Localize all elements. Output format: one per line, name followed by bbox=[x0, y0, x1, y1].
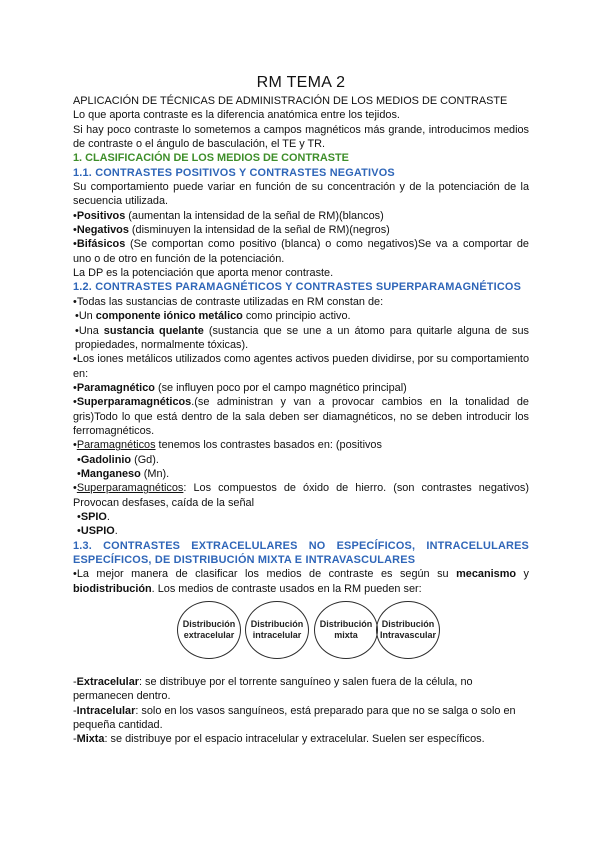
section-1-2-line-1: •Todas las sustancias de contraste utilizadas en RM constan de: bbox=[73, 295, 384, 308]
paramagneticos-line: •Paramagnéticos tenemos los contrastes basados en: (positivos bbox=[73, 439, 382, 452]
section-1-1-paragraph: Su comportamiento puede variar en función de su concentración y de la potenciación de la secuencia utilizada. bbox=[73, 181, 529, 208]
page-title: RM TEMA 2 bbox=[256, 74, 346, 91]
list-item: •USPIO. bbox=[77, 525, 118, 538]
list-item: •Bifásicos (Se comportan como positivo (blanca) o como negativos)Se va a comportar de uno o de otro en función de la potenciación. bbox=[73, 238, 529, 265]
list-item: •SPIO. bbox=[77, 510, 110, 523]
definition-mixta: -Mixta: se distribuye por el espacio intracelular y extracelular. Suelen ser específicos. bbox=[73, 733, 485, 746]
list-item: •Paramagnético (se influyen poco por el campo magnético principal) bbox=[73, 381, 407, 394]
list-item: •Una sustancia quelante (sustancia que se une a un átomo para quitarle alguna de sus propiedades, normalmente tóxicas). bbox=[75, 324, 529, 351]
oval-intravascular: Distribución Intravascular bbox=[376, 601, 440, 659]
list-item: •Negativos (disminuyen la intensidad de la señal de RM)(negros) bbox=[73, 224, 390, 237]
section-1-2-heading: 1.2. CONTRASTES PARAMAGNÉTICOS Y CONTRASTES SUPERPARAMAGNÉTICOS bbox=[73, 281, 522, 294]
term: Positivos bbox=[76, 209, 126, 222]
section-1-1-heading: 1.1. CONTRASTES POSITIVOS Y CONTRASTES NEGATIVOS bbox=[73, 166, 395, 179]
definition-extracelular: -Extracelular: se distribuye por el torrente sanguíneo y salen fuera de la célula, no permanecen dentro. bbox=[73, 676, 473, 703]
oval-extracelular: Distribución extracelular bbox=[177, 601, 241, 659]
list-item: •Superparamagnéticos.(se administran y van a provocar cambios en la tonalidad de gris)Todo lo que está dentro de la sala deben ser diamagnéticos, no se deben introducir los ferromagnéticos. bbox=[73, 396, 529, 437]
superparamagneticos-line: •Superparamagnéticos: Los compuestos de óxido de hierro. (son contrastes negativos) Provocan desfases, caída de la señal bbox=[73, 482, 529, 509]
document-page bbox=[73, 74, 529, 747]
section-1-heading: 1. CLASIFICACIÓN DE LOS MEDIOS DE CONTRASTE bbox=[73, 152, 349, 165]
bullet: • bbox=[73, 224, 77, 237]
intro-line-1: Lo que aporta contraste es la diferencia anatómica entre los tejidos. bbox=[73, 109, 400, 122]
list-item: •Manganeso (Mn). bbox=[77, 467, 170, 480]
section-1-3-paragraph: •La mejor manera de clasificar los medios de contraste es según su mecanismo y biodistribución. Los medios de contraste usados en la RM pueden ser: bbox=[73, 568, 529, 595]
list-item: •Positivos (aumentan la intensidad de la señal de RM)(blancos) bbox=[73, 209, 384, 222]
distribution-diagram bbox=[73, 601, 529, 669]
section-1-2-line-2: •Los iones metálicos utilizados como agentes activos pueden dividirse, por su comportamiento en: bbox=[73, 353, 530, 380]
intro-heading: APLICACIÓN DE TÉCNICAS DE ADMINISTRACIÓN DE LOS MEDIOS DE CONTRASTE bbox=[73, 95, 508, 107]
term: Bifásicos bbox=[76, 238, 126, 251]
section-1-3-heading: 1.3. CONTRASTES EXTRACELULARES NO ESPECÍFICOS, INTRACELULARES ESPECÍFICOS, DE DISTRIBUCIÓN MIXTA E INTRAVASCULARES bbox=[73, 539, 529, 566]
intro-line-2: Si hay poco contraste lo sometemos a campos magnéticos más grande, introducimos medios de contraste o el ángulo de basculación, el TE y TR. bbox=[73, 123, 529, 151]
term: Negativos bbox=[76, 224, 129, 237]
oval-mixta: Distribución mixta bbox=[314, 601, 378, 659]
list-item: •Gadolinio (Gd). bbox=[77, 453, 159, 466]
list-item: •Un componente iónico metálico como principio activo. bbox=[75, 310, 351, 323]
oval-intracelular: Distribución intracelular bbox=[245, 601, 309, 659]
section-1-1-closing: La DP es la potenciación que aporta menor contraste. bbox=[73, 267, 334, 280]
bullet: • bbox=[73, 238, 77, 251]
bullet: • bbox=[73, 209, 77, 222]
definition-intracelular: -Intracelular: solo en los vasos sanguíneos, está preparado para que no se salga o solo en pequeña cantidad. bbox=[73, 704, 516, 732]
